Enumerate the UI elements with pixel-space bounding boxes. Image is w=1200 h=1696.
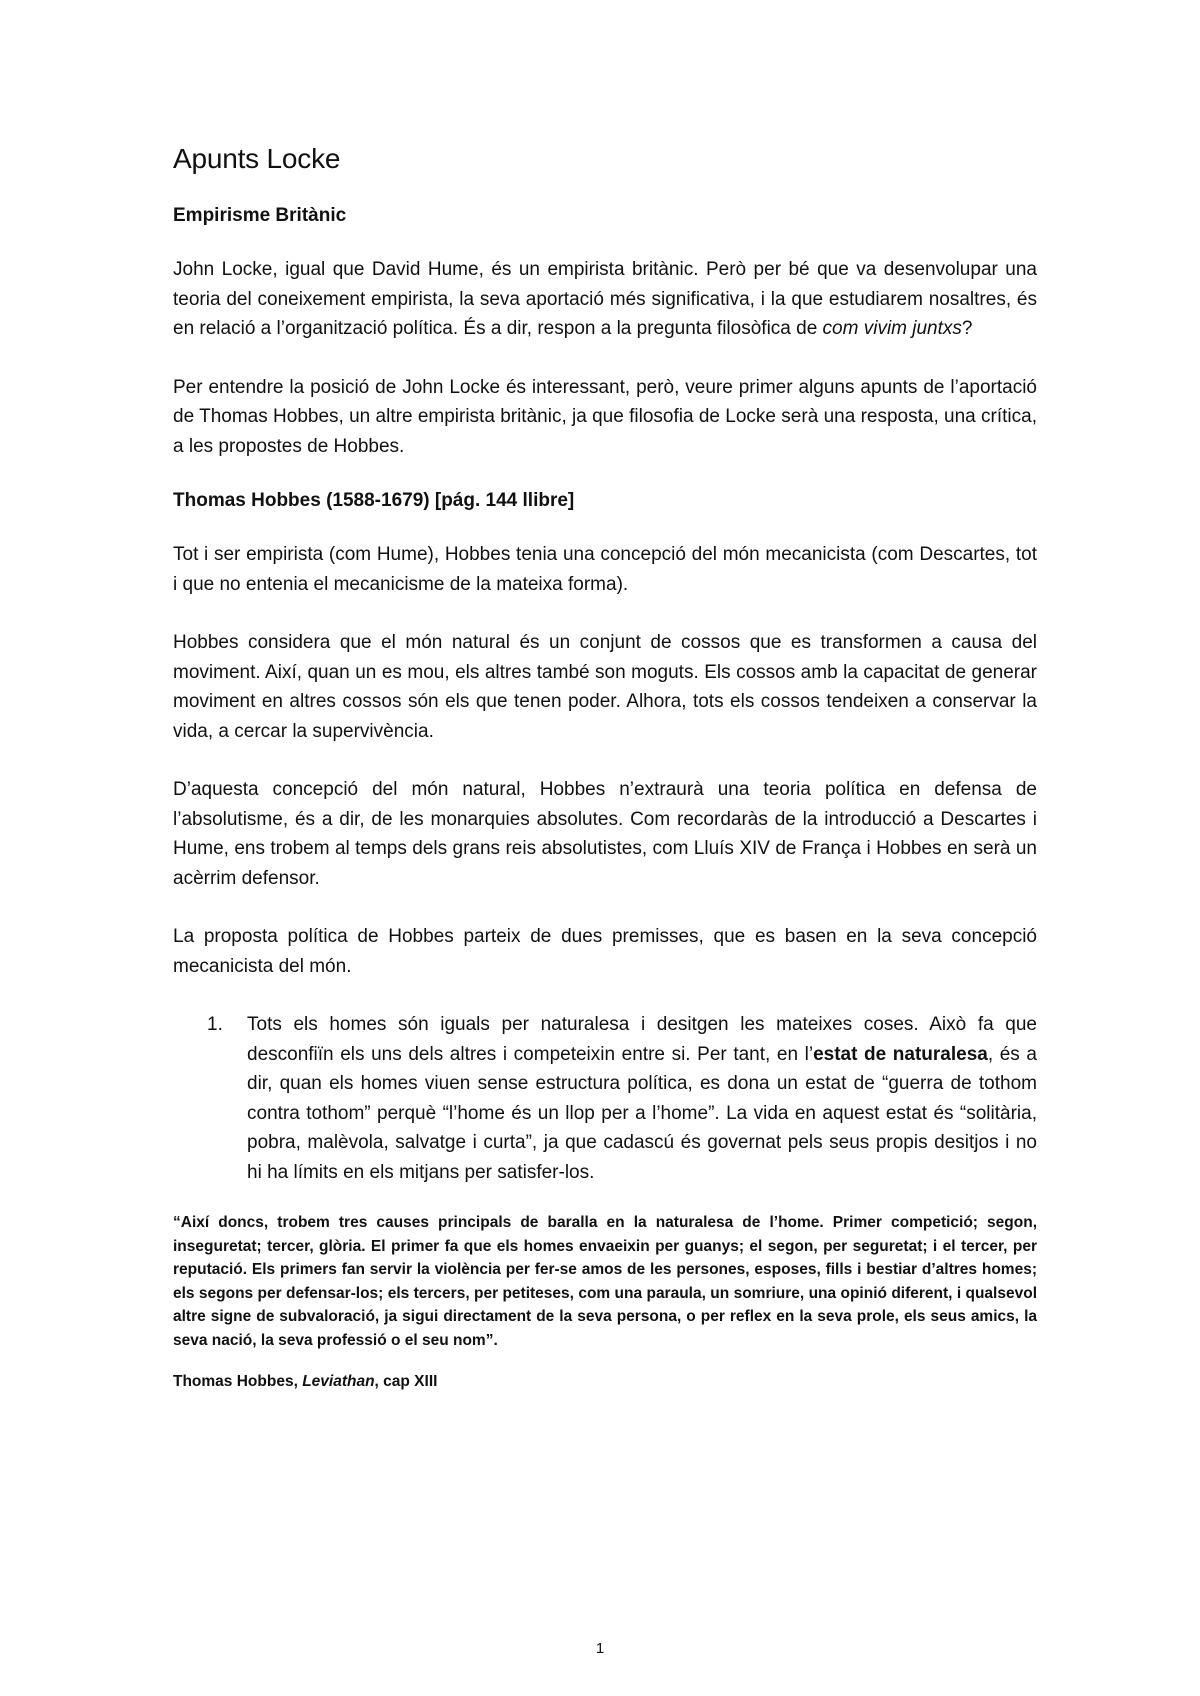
premisses-list [173, 1010, 1037, 1187]
italic-question: com vivim juntxs [822, 318, 962, 339]
paragraph-mecanicista: Tot i ser empirista (com Hume), Hobbes tenia una concepció del món mecanicista (com Descartes, tot i que no entenia el mecanicisme de la mateixa forma). [173, 544, 1037, 595]
quote-source: Thomas Hobbes, Leviathan, cap XIII [173, 1373, 438, 1390]
paragraph-intro-locke: John Locke, igual que David Hume, és un empirista britànic. Però per bé que va desenvolupar una teoria del coneixement empirista, la seva aportació més significativa, i la que estudiarem nosaltres, és en relació a l’organització política. És a dir, respon a la pregunta filosòfica de com vivim juntxs? [173, 259, 1037, 339]
bold-term: estat de naturalesa [813, 1043, 988, 1065]
paragraph-premisses: La proposta política de Hobbes parteix de dues premisses, que es basen en la seva concepció mecanicista del món. [173, 926, 1037, 977]
hobbes-quote: “Així doncs, trobem tres causes principals de baralla en la naturalesa de l’home. Primer competició; segon, inseguretat; tercer, glòria. El primer fa que els homes envaeixin per guanys; el segon, per seguretat; i el tercer, per reputació. Els primers fan servir la violència per fer-se amos de les persones, esposes, fills i bestiar d’altres homes; els segons per defensar-los; els tercers, per petiteses, com una paraula, un somriure, una opinió diferent, i qualsevol altre signe de subvaloració, ja sigui directament de la seva persona, o per reflex en la seva prole, els seus amics, la seva nació, la seva professió o el seu nom”. [173, 1214, 1037, 1349]
page-number: 1 [595, 1640, 605, 1657]
paragraph-absolutisme: D’aquesta concepció del món natural, Hobbes n’extraurà una teoria política en defensa de l’absolutisme, és a dir, de les monarquies absolutes. Com recordaràs de la introducció a Descartes i Hume, ens trobem al temps dels grans reis absolutistes, com Lluís XIV de França i Hobbes en serà un acèrrim defensor. [173, 779, 1037, 889]
list-item: 1. Tots els homes són iguals per naturalesa i desitgen les mateixes coses. Això fa que desconfiïn els uns dels altres i competeixin entre si. Per tant, en l’estat de naturalesa, és a dir, quan els homes viuen sense estructura política, es dona un estat de “guerra de tothom contra tothom” perquè “l’home és un llop per a l’home”. La vida en aquest estat és “solitària, pobra, malèvola, salvatge i curta”, ja que cadascú és governat pels seus propis desitjos i no hi ha límits en els mitjans per satisfer-los. [173, 1010, 1037, 1187]
paragraph-mon-natural: Hobbes considera que el món natural és un conjunt de cossos que es transformen a causa del moviment. Així, quan un es mou, els altres també son moguts. Els cossos amb la capacitat de generar moviment en altres cossos són els que tenen poder. Alhora, tots els cossos tendeixen a conservar la vida, a cercar la supervivència. [173, 632, 1037, 742]
document-title: Apunts Locke [173, 143, 341, 174]
section-heading-hobbes: Thomas Hobbes (1588-1679) [pág. 144 llibre] [173, 490, 575, 511]
page-content [173, 143, 1037, 1394]
paragraph-hobbes-context: Per entendre la posició de John Locke és interessant, però, veure primer alguns apunts de l’aportació de Thomas Hobbes, un altre empirista britànic, ja que filosofia de Locke serà una resposta, una crítica, a les propostes de Hobbes. [173, 376, 1037, 457]
work-title: Leviathan [302, 1373, 375, 1390]
list-number: 1. [207, 1014, 223, 1035]
section-heading-empirisme: Empirisme Britànic [173, 205, 347, 226]
